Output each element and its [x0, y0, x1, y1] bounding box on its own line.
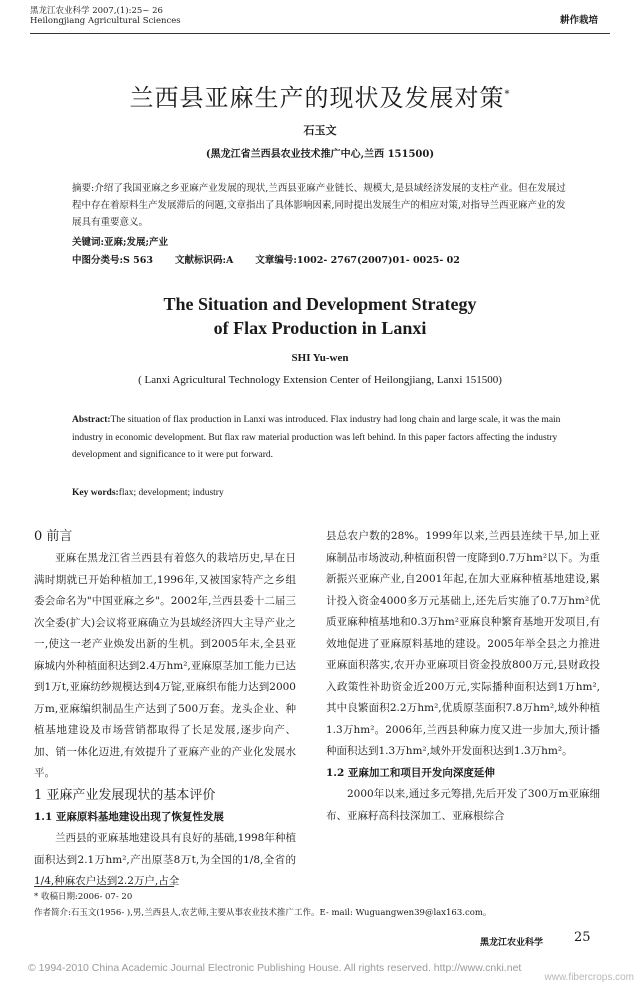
keywords-en-label: Key words:	[72, 488, 119, 498]
title-footnote-mark: *	[504, 89, 511, 100]
article-number: 文章编号:1002- 2767(2007)01- 0025- 02	[255, 255, 460, 266]
affiliation-cn: (黑龙江省兰西县农业技术推广中心,兰西 151500)	[205, 149, 435, 160]
section-label: 耕作栽培	[559, 15, 598, 26]
keywords-cn: 关键词:亚麻;发展;产业	[72, 237, 169, 248]
journal-name-cn: 黑龙江农业科学 2007,(1):25~ 26	[30, 6, 163, 16]
author-cn: 石玉文	[303, 124, 337, 137]
body-column-right	[326, 526, 600, 827]
classification-row	[72, 252, 460, 266]
title-cn	[0, 78, 640, 113]
heading-section-1-1: 1.1 亚麻原料基地建设出现了恢复性发展	[34, 810, 224, 823]
footnote-author-bio: 作者简介:石玉文(1956- ),男,兰西县人,农艺师,主要从事农业技术推广工作。E- mail: Wuguangwen39@lax163.com。	[34, 908, 492, 918]
copyright-line: © 1994-2010 China Academic Journal Electronic Publishing House. All rights reserved. http://www.cnki.net	[28, 962, 522, 974]
document-code: 文献标识码:A	[175, 255, 234, 266]
footnote-received: * 收稿日期:2006- 07- 20	[34, 892, 133, 902]
header-rule	[30, 33, 610, 34]
running-header	[30, 6, 181, 26]
keywords-en	[72, 488, 224, 498]
heading-section-1: 1 亚麻产业发展现状的基本评价	[34, 787, 216, 803]
keywords-en-text: flax; development; industry	[118, 488, 224, 498]
journal-name-en: Heilongjiang Agricultural Sciences	[30, 16, 181, 26]
title-en-line2: of Flax Production in Lanxi	[213, 318, 427, 338]
footer-journal: 黑龙江农业科学	[480, 938, 544, 948]
title-en-line1: The Situation and Development Strategy	[163, 294, 477, 314]
title-cn-text: 兰西县亚麻生产的现状及发展对策	[129, 84, 505, 112]
abstract-en-label: Abstract:	[72, 415, 111, 425]
body-column-left	[34, 526, 296, 893]
footnote-rule	[34, 886, 174, 887]
paragraph-1-2: 2000年以来,通过多元筹措,先后开发了300万m亚麻细布、亚麻籽高科技深加工、亚麻根综合	[326, 788, 600, 822]
heading-section-1-2: 1.2 亚麻加工和项目开发向深度延伸	[326, 766, 495, 779]
paragraph-1-1-part2: 县总农户数的28%。1999年以来,兰西县连续干旱,加上亚麻制品市场波动,种植面积曾一度降到0.7万hm²以下。为重新振兴亚麻产业,自2001年起,在加大亚麻种植基地建设,累计投入资金4000多万元基础上,还先后实施了0.7万hm²优质亚麻种植基地和0.3万hm²亚麻良种繁育基地开发项目,有效地促进了亚麻原料基地的建设。2005年举全县之力推进亚麻面积落实,农开办亚麻项目资金投放800万元,县财政投入政策性补助资金近200万元,实际播种面积达到1万hm²,其中良繁面积2.2万hm²,优质原茎面积7.8万hm²,域外种植1.3万hm²。2006年,兰西县种麻力度又进一步加大,预计播种面积达到1.3万hm²,域外开发面积达到1.3万hm²。	[326, 530, 600, 757]
heading-preface: 0 前言	[34, 529, 73, 544]
abstract-cn: 摘要:介绍了我国亚麻之乡亚麻产业发展的现状,兰西县亚麻产业链长、规模大,是县域经济发展的支柱产业。但在发展过程中存在着原料生产发展滞后的问题,文章指出了具体影响因素,同时提出发展生产的相应对策,对指导兰西亚麻产业的发展具有重要意义。	[72, 183, 566, 228]
author-en: SHI Yu-wen	[291, 352, 349, 364]
clc-number: 中图分类号:S 563	[72, 255, 154, 266]
title-en	[0, 292, 640, 340]
affiliation-en: ( Lanxi Agricultural Technology Extension Center of Heilongjiang, Lanxi 151500)	[138, 374, 502, 386]
abstract-en-text: The situation of flax production in Lanxi was introduced. Flax industry had long chain and large scale, it was the main industry in economic development. But flax raw material production was left behind. In this paper factors affecting the industry development and significance to it were put forward.	[72, 415, 561, 460]
abstract-en	[72, 412, 572, 465]
paragraph-preface: 亚麻在黑龙江省兰西县有着悠久的栽培历史,早在日满时期就已开始种植加工,1996年,又被国家特产之乡组委会命名为"中国亚麻之乡"。2002年,兰西县委十二届三次全委(扩大)会议将亚麻确立为县域经济四大主导产业之一,使这一老产业焕发出新的生机。到2005年末,全县亚麻城内外种植面积达到2.4万hm²,亚麻原茎加工能力已达到1万t,亚麻纺纱规模达到4万锭,亚麻织布能力达到2000万m,亚麻编织制品生产达到了500万套。龙头企业、种植基地建设及市场营销都取得了长足发展,逐步向产、加、销一体化迈进,有效提升了亚麻产业的产业化发展水平。	[34, 552, 296, 779]
watermark: www.fibercrops.com	[544, 972, 634, 983]
paragraph-1-1-part1: 兰西县的亚麻基地建设具有良好的基础,1998年种植面积达到2.1万hm²,产出原茎8万t,为全国的1/8,全省的1/4,种麻农户达到2.2万户,占全	[34, 832, 296, 887]
page-number: 25	[574, 930, 591, 945]
